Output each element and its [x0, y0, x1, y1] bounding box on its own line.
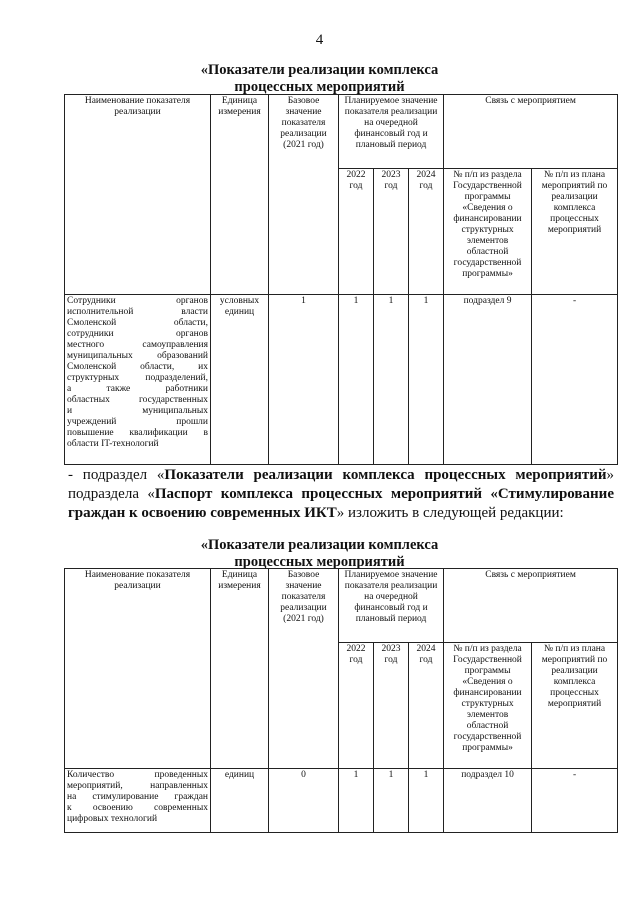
section-ref-value: подраздел 9	[444, 295, 532, 465]
value-2023: 1	[374, 295, 409, 465]
header-planned-value: Планируемое значение показателя реализации на очередной финансовый год и плановый период	[339, 95, 444, 169]
value-2024: 1	[409, 769, 444, 833]
indicator-name: Сотрудники органов исполнительной власти Смоленской области, сотрудники органов местного самоуправления муниципальных образований Смоленской области, их структурных подразделений, а также работники областных государственных и муниципальных учреждений прошли повышение квалификации в области IT-технологий	[65, 295, 211, 465]
header-year-2023: 2023 год	[374, 643, 409, 769]
header-unit: Единица измерения	[211, 569, 269, 769]
value-2024: 1	[409, 295, 444, 465]
section2-title-line2: процессных мероприятий	[234, 554, 405, 570]
header-year-2022: 2022 год	[339, 169, 374, 295]
section-ref-value: подраздел 10	[444, 769, 532, 833]
base-value: 1	[269, 295, 339, 465]
indicator-name: Количество проведенных мероприятий, направленных на стимулирование граждан к освоению современных цифровых технологий	[65, 769, 211, 833]
header-year-2022: 2022 год	[339, 643, 374, 769]
header-indicator-name: Наименование показателя реализации	[65, 569, 211, 769]
value-2023: 1	[374, 769, 409, 833]
unit-value: условных единиц	[211, 295, 269, 465]
value-2022: 1	[339, 295, 374, 465]
plan-ref-value: -	[532, 769, 618, 833]
page-number: 4	[315, 32, 324, 48]
section1-title-line1: «Показатели реализации комплекса	[200, 62, 439, 78]
header-year-2024: 2024 год	[409, 169, 444, 295]
header-plan-ref: № п/п из плана мероприятий по реализации комплекса процессных мероприятий	[532, 169, 618, 295]
header-indicator-name: Наименование показателя реализации	[65, 95, 211, 295]
table-row	[65, 295, 618, 465]
amendment-paragraph: - подраздел «Показатели реализации комплекса процессных мероприятий» подраздела «Паспорт комплекса процессных мероприятий «Стимулирование граждан к освоению современных ИКТ» изложить в следующей редакции:	[68, 467, 614, 521]
indicators-table-1	[64, 94, 618, 465]
table-row	[65, 769, 618, 833]
section2-title	[0, 537, 639, 571]
passport-title: Паспорт комплекса процессных мероприятий «Стимулирование граждан к освоению современных ИКТ	[68, 486, 614, 521]
header-unit: Единица измерения	[211, 95, 269, 295]
header-link: Связь с мероприятием	[444, 569, 618, 643]
indicators-table-2	[64, 568, 618, 833]
section1-title-line2: процессных мероприятий	[234, 79, 405, 95]
header-planned-value: Планируемое значение показателя реализации на очередной финансовый год и плановый период	[339, 569, 444, 643]
header-base-value: Базовое значение показателя реализации (2021 год)	[269, 569, 339, 769]
header-section-ref: № п/п из раздела Государственной программы «Сведения о финансировании структурных элементов областной государственной программы»	[444, 643, 532, 769]
plan-ref-value: -	[532, 295, 618, 465]
subsection-title: Показатели реализации комплекса процессных мероприятий	[164, 467, 607, 483]
base-value: 0	[269, 769, 339, 833]
section1-title	[0, 62, 639, 96]
header-year-2024: 2024 год	[409, 643, 444, 769]
header-plan-ref: № п/п из плана мероприятий по реализации комплекса процессных мероприятий	[532, 643, 618, 769]
header-year-2023: 2023 год	[374, 169, 409, 295]
value-2022: 1	[339, 769, 374, 833]
header-section-ref: № п/п из раздела Государственной программы «Сведения о финансировании структурных элементов областной государственной программы»	[444, 169, 532, 295]
header-link: Связь с мероприятием	[444, 95, 618, 169]
unit-value: единиц	[211, 769, 269, 833]
section2-title-line1: «Показатели реализации комплекса	[200, 537, 439, 553]
header-base-value: Базовое значение показателя реализации (2021 год)	[269, 95, 339, 295]
